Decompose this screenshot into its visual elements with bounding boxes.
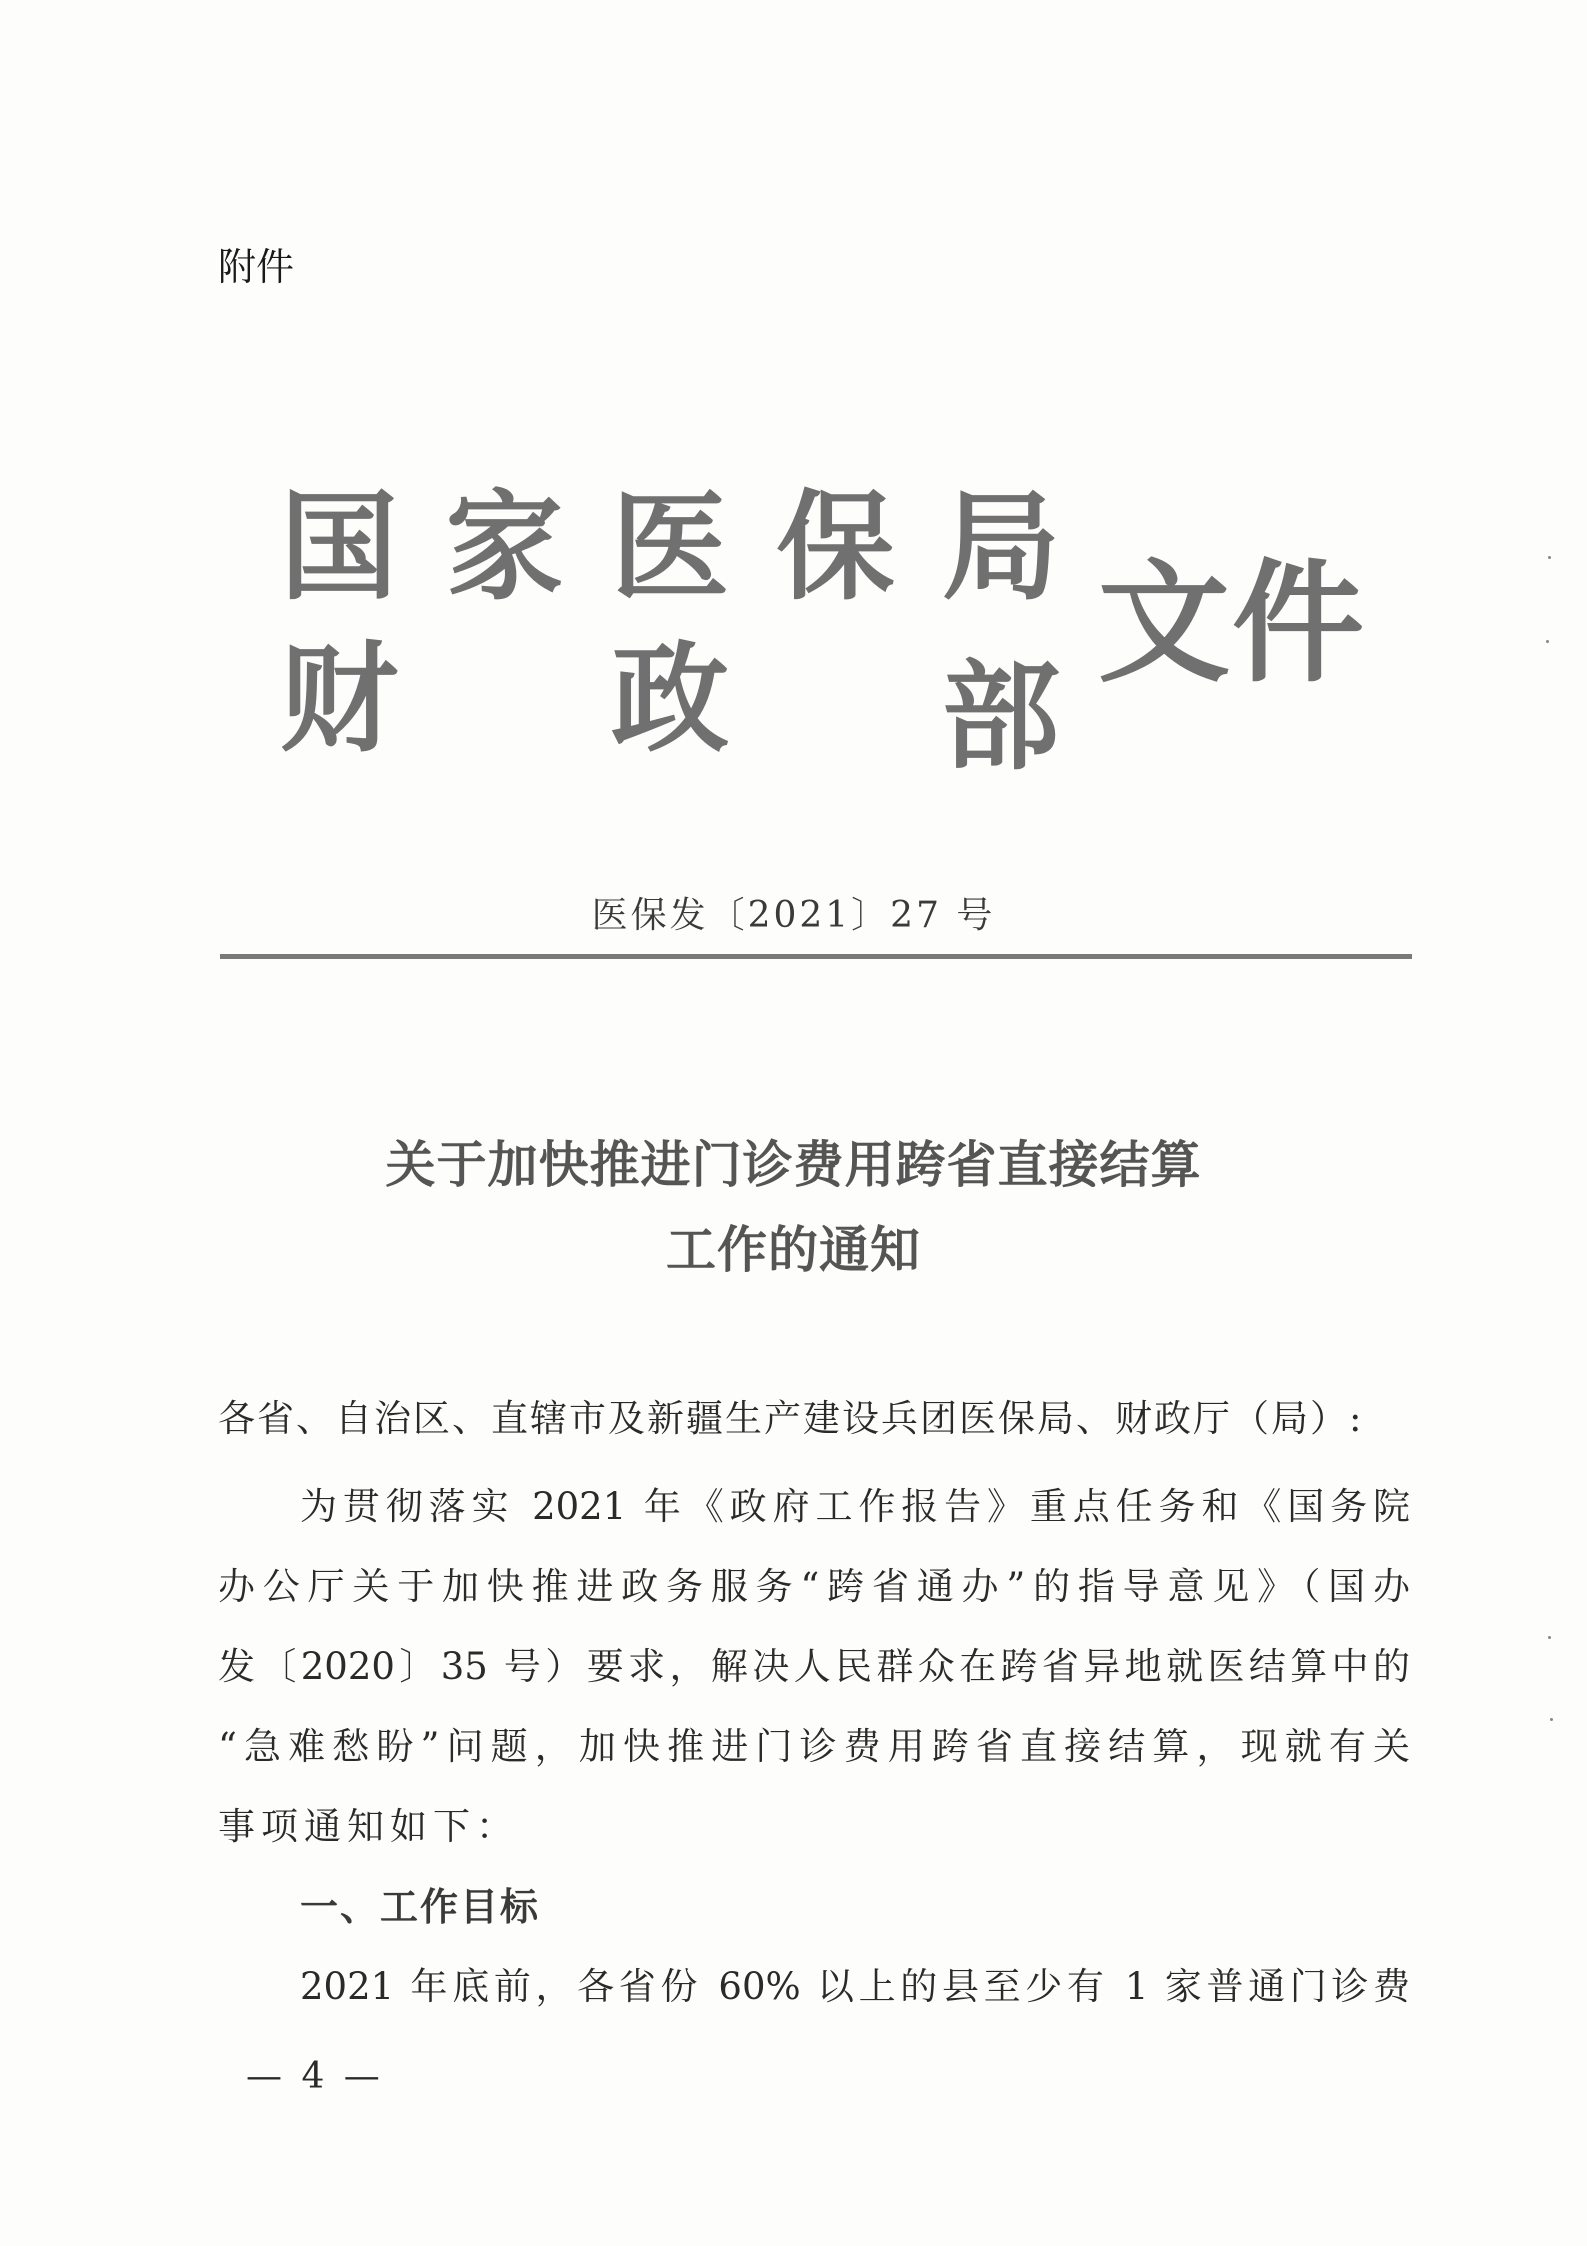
issuer-char: 保	[776, 478, 895, 616]
paragraph-line: 办公厅关于加快推进政务服务“跨省通办”的指导意见》（国办	[218, 1565, 1410, 1608]
scan-speck	[1548, 1636, 1551, 1639]
document-type-label: 文件	[1098, 547, 1366, 701]
issuer-char: 局	[941, 478, 1060, 616]
issuer-char: 家	[445, 478, 564, 616]
scan-speck	[1550, 1718, 1553, 1721]
issuer-char: 国	[280, 478, 399, 616]
notice-title-line-2: 工作的通知	[666, 1220, 921, 1279]
issuer-char: 部	[941, 648, 1060, 786]
paragraph-line: “急难愁盼”问题，加快推进门诊费用跨省直接结算，现就有关	[218, 1725, 1410, 1768]
paragraph-line: 为贯彻落实 2021 年《政府工作报告》重点任务和《国务院	[300, 1485, 1410, 1528]
issuer-row-national-healthcare-security	[280, 478, 1060, 616]
paragraph-line: 事项通知如下：	[218, 1805, 519, 1848]
notice-title-line-1: 关于加快推进门诊费用跨省直接结算	[385, 1135, 1202, 1194]
issuer-char: 财	[280, 630, 399, 768]
paragraph-line: 发〔2020〕35 号）要求，解决人民群众在跨省异地就医结算中的	[218, 1645, 1410, 1688]
header-divider	[220, 954, 1412, 959]
page-number: — 4 —	[246, 2056, 384, 2097]
section-heading: 一、工作目标	[300, 1885, 541, 1929]
issuer-char: 医	[610, 478, 729, 616]
scan-speck	[1546, 640, 1549, 643]
scan-speck	[1548, 556, 1551, 559]
issuer-row-ministry-of-finance	[280, 630, 1060, 786]
document-number: 医保发〔2021〕27 号	[591, 895, 996, 936]
attachment-label: 附件	[218, 245, 295, 289]
salutation: 各省、自治区、直辖市及新疆生产建设兵团医保局、财政厅（局）:	[218, 1397, 1364, 1440]
paragraph-line: 2021 年底前，各省份 60% 以上的县至少有 1 家普通门诊费	[300, 1965, 1410, 2008]
issuer-char: 政	[610, 630, 729, 768]
